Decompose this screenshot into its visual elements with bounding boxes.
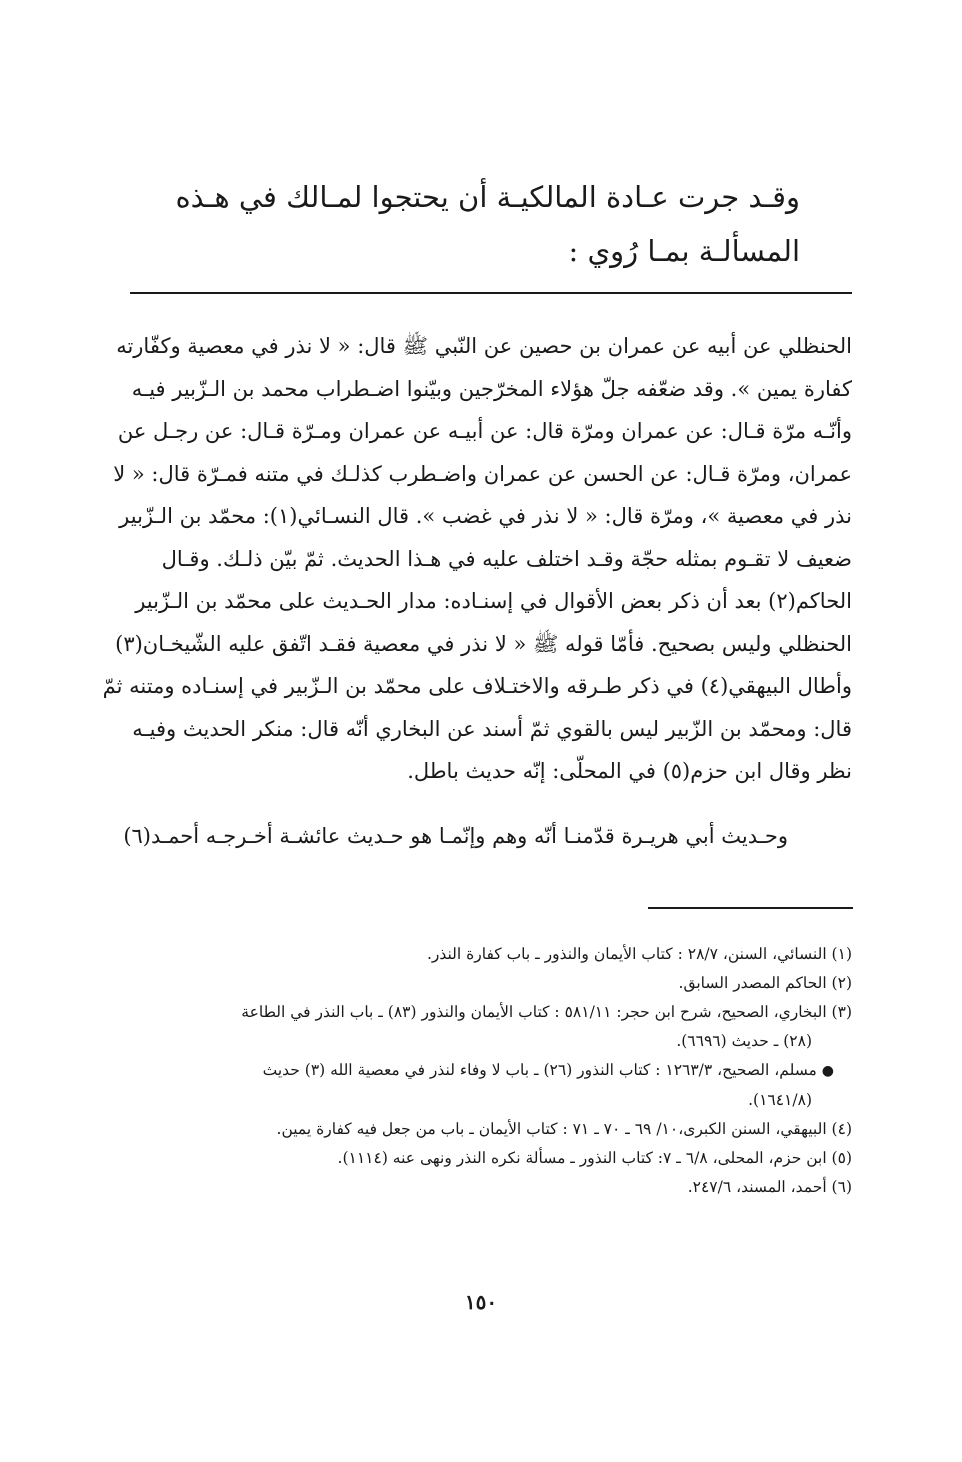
- footnote-3-bullet-entry: [128, 1056, 852, 1086]
- page-number: ١٥٠: [464, 1290, 498, 1314]
- footnote-6: (٦) أحمد، المسند، ٢٤٧/٦.: [687, 1178, 852, 1196]
- footnotes-section: [128, 940, 852, 1202]
- text-line: عمران، ومرّة قـال: عن الحسن عن عمران واضـطرب كذلـك في متنه فمـرّة قال: « لا: [113, 461, 852, 486]
- text-line: وأطال البيهقي(٤) في ذكر طـرقه والاختـلاف على محمّد بن الـزّبير في إسنـاده ومتنه ثمّ: [102, 674, 852, 698]
- text-line: كفارة يمين ». وقد ضعّفه جلّ هؤلاء المخرّجين وبيّنوا اضـطراب محمد بن الـزّبير فيـه: [131, 376, 852, 401]
- text-line: قال: ومحمّد بن الزّبير ليس بالقوي ثمّ أسند عن البخاري أنّه قال: منكر الحديث وفيـه: [132, 716, 852, 741]
- text-line: نذر في معصية »، ومرّة قال: « لا نذر في غضب ». قال النسـائي(١): محمّد بن الـزّبير: [119, 504, 852, 528]
- text-line: نظر وقال ابن حزم(٥) في المحلّى: إنّه حديث باطل.: [407, 759, 852, 783]
- footnote-bullet-continuation: (١٦٤١/٨).: [748, 1091, 812, 1109]
- footnote-bullet-text: مسلم، الصحيح، ١٢٦٣/٣ : كتاب النذور (٢٦) ـ باب لا وفاء لنذر في معصية الله (٣) حديث: [262, 1061, 817, 1079]
- footnote-2: (٢) الحاكم المصدر السابق.: [678, 974, 852, 992]
- text-line: الحاكم(٢) بعد أن ذكر بعض الأقوال في إسنـاده: مدار الحـديث على محمّد بن الـزّبير: [135, 589, 852, 613]
- footnote-4: (٤) البيهقي، السنن الكبرى،١٠/ ٦٩ ـ ٧٠ ـ ٧١ : كتاب الأيمان ـ باب من جعل فيه كفارة يمين.: [276, 1120, 852, 1138]
- top-divider: [130, 292, 852, 294]
- footnote-3-continuation: (٢٨) ـ حديث (٦٦٩٦).: [676, 1032, 812, 1050]
- text-line: وأنّـه مرّة قـال: عن عمران ومرّة قال: عن أبيـه عن عمران ومـرّة قـال: عن رجـل عن: [117, 419, 852, 443]
- second-paragraph: وحـديث أبي هريـرة قدّمنـا أنّه وهم وإنّمـا هو حـديث عائشـة أخـرجـه أحمـد(٦): [123, 824, 788, 848]
- footnote-1: (١) النسائي، السنن، ٢٨/٧ : كتاب الأيمان والنذور ـ باب كفارة النذر.: [426, 945, 852, 963]
- intro-paragraph: وقـد جرت عـادة المالكيـة أن يحتجوا لمـالك في هـذه المسألـة بمـا رُوي :: [175, 180, 800, 268]
- footnote-divider: [648, 907, 853, 909]
- text-line: الحنظلي عن أبيه عن عمران بن حصين عن النّبي ﷺ قال: « لا نذر في معصية وكفّارته: [116, 334, 852, 358]
- main-text-block: [102, 325, 852, 793]
- footnote-5: (٥) ابن حزم، المحلى، ٦/٨ ـ ٧: كتاب النذور ـ مسألة نكره النذر ونهى عنه (١١١٤).: [337, 1149, 852, 1167]
- footnote-3: (٣) البخاري، الصحيح، شرح ابن حجر: ٥٨١/١١ : كتاب الأيمان والنذور (٨٣) ـ باب النذر في الطاعة: [241, 1003, 852, 1021]
- text-line: ضعيف لا تقـوم بمثله حجّة وقـد اختلف عليه في هـذا الحديث. ثمّ بيّن ذلـك. وقـال: [161, 546, 852, 571]
- text-line: الحنظلي وليس بصحيح. فأمّا قوله ﷺ « لا نذر في معصية فقـد اتّفق عليه الشّيخـان(٣): [115, 631, 852, 656]
- bullet-icon: ●: [821, 1063, 834, 1079]
